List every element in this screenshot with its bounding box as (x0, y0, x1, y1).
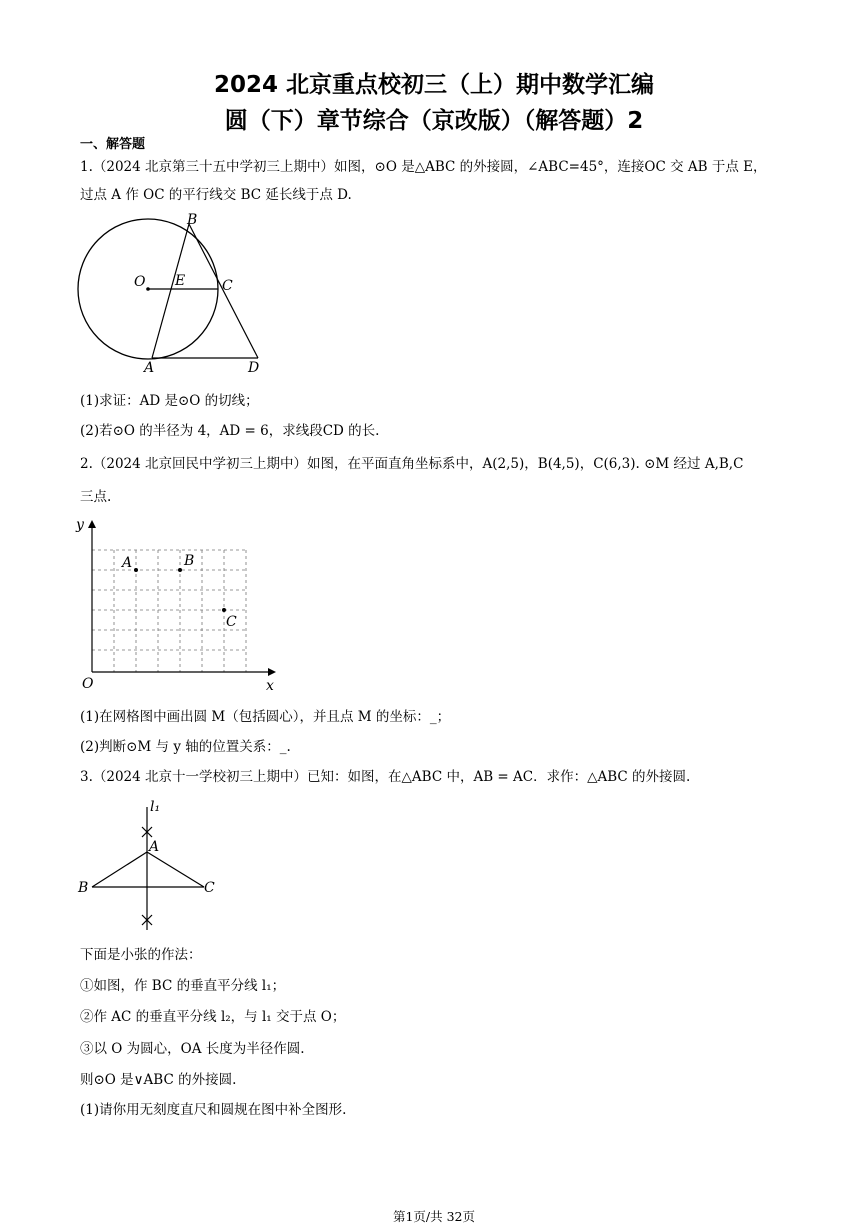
page-footer: 第1页/共 32页 (392, 1209, 476, 1224)
document-title-line1: 2024 北京重点校初三（上）期中数学汇编 (213, 72, 655, 98)
x-axis-arrow (268, 668, 276, 676)
label-y: y (76, 517, 84, 533)
segment-ac (147, 852, 204, 887)
segment-ab (92, 852, 147, 887)
q2-grid-figure (72, 515, 282, 695)
label-c: C (226, 614, 237, 630)
label-b: B (78, 880, 89, 896)
label-a: A (149, 839, 160, 855)
document-title-line2: 圆（下）章节综合（京改版）（解答题）2 (224, 108, 644, 134)
q1-text-line1: 1.（2024 北京第三十五中学初三上期中）如图，⊙O 是△ABC 的外接圆，∠ABC=45°，连接OC 交 AB 于点 E， (80, 159, 767, 175)
point-c (222, 608, 226, 612)
q2-text-line1: 2.（2024 北京回民中学初三上期中）如图，在平面直角坐标系中，A(2,5)，B(4,5)，C(6,3). ⊙M 经过 A,B,C (80, 456, 744, 472)
label-b: B (184, 553, 195, 569)
q2-part2: (2)判断⊙M 与 y 轴的位置关系：_. (80, 739, 291, 755)
q3-step1: ①如图，作 BC 的垂直平分线 l₁； (80, 978, 286, 994)
q3-part1: (1)请你用无刻度直尺和圆规在图中补全图形. (80, 1102, 347, 1118)
label-c: C (204, 880, 215, 896)
q2-part1: (1)在网格图中画出圆 M（包括圆心），并且点 M 的坐标：_； (80, 709, 451, 725)
q1-text-line2: 过点 A 作 OC 的平行线交 BC 延长线于点 D. (80, 187, 352, 203)
label-a: A (122, 555, 133, 571)
q1-part2: (2)若⊙O 的半径为 4，AD = 6，求线段CD 的长. (80, 423, 380, 439)
point-a (134, 568, 138, 572)
section-heading: 一、解答题 (80, 137, 146, 152)
label-o: O (134, 274, 146, 290)
label-b: B (187, 212, 198, 228)
label-origin: O (82, 676, 94, 692)
q2-text-line2: 三点. (80, 489, 112, 505)
point-b (178, 568, 182, 572)
q3-method-intro: 下面是小张的作法： (80, 947, 202, 963)
point-o (146, 287, 150, 291)
q3-step2: ②作 AC 的垂直平分线 l₂，与 l₁ 交于点 O； (80, 1009, 346, 1025)
q3-step3: ③以 O 为圆心，OA 长度为半径作圆. (80, 1041, 305, 1057)
label-a: A (144, 360, 155, 376)
label-e: E (175, 273, 186, 289)
y-axis-arrow (88, 520, 96, 528)
q1-figure (70, 210, 280, 378)
label-c: C (222, 278, 233, 294)
label-d: D (248, 360, 260, 376)
q1-part1: (1)求证：AD 是⊙O 的切线； (80, 393, 259, 409)
label-l1: l₁ (150, 799, 161, 815)
q3-conclusion: 则⊙O 是∨ABC 的外接圆. (80, 1072, 237, 1088)
label-x: x (266, 678, 274, 694)
q3-figure (72, 795, 232, 935)
q3-text: 3.（2024 北京十一学校初三上期中）已知：如图，在△ABC 中，AB = AC．求作：△ABC 的外接圆. (80, 769, 691, 785)
segment-ab (152, 224, 189, 358)
